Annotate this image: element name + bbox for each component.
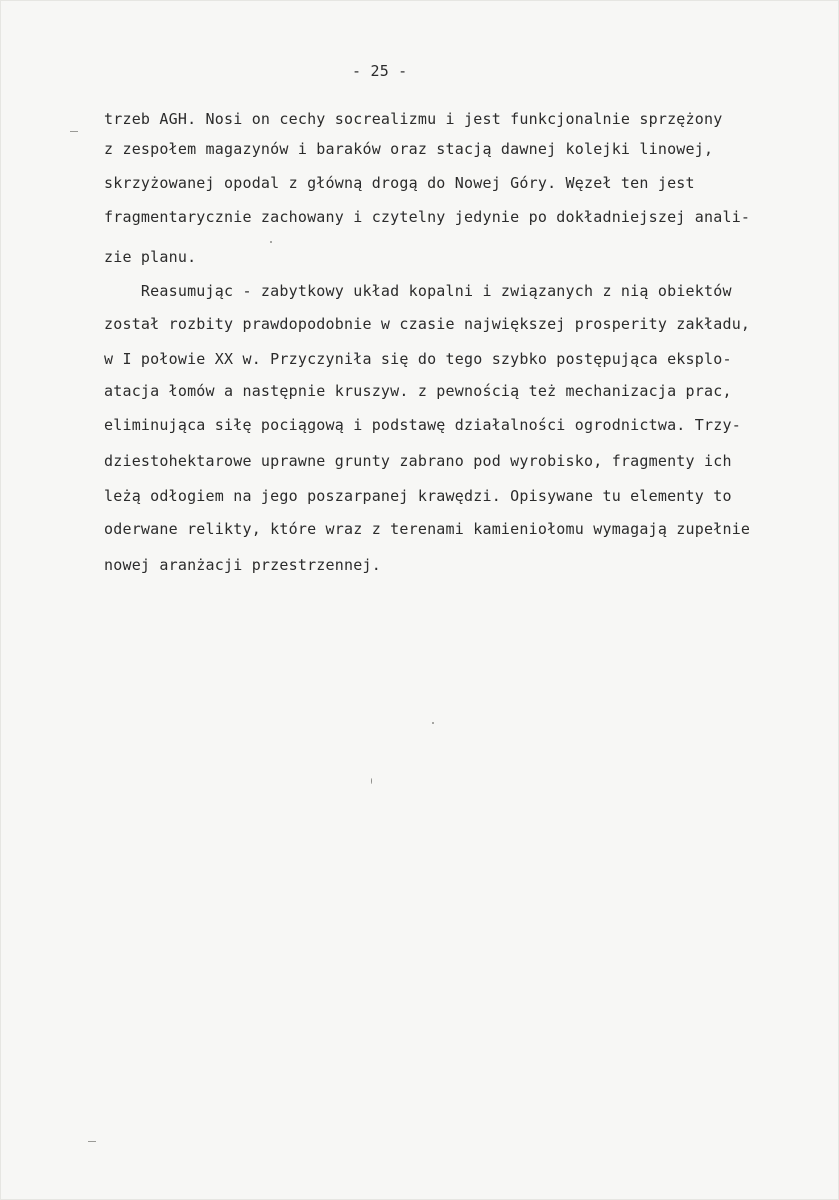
text-line: został rozbity prawdopodobnie w czasie największej prosperity zakładu, (104, 315, 751, 333)
paper-speck (432, 722, 434, 724)
text-line: dziestohektarowe uprawne grunty zabrano pod wyrobisko, fragmenty ich (104, 452, 732, 470)
text-line: fragmentarycznie zachowany i czytelny jedynie po dokładniejszej anali- (104, 208, 751, 226)
text-line: w I połowie XX w. Przyczyniła się do tego szybko postępująca eksplo- (104, 350, 732, 368)
text-line: eliminująca siłę pociągową i podstawę działalności ogrodnictwa. Trzy- (104, 416, 741, 434)
text-line: leżą odłogiem na jego poszarpanej krawędzi. Opisywane tu elementy to (104, 487, 732, 505)
text-line: atacja łomów a następnie kruszyw. z pewnością też mechanizacja prac, (104, 382, 732, 400)
page-number: - 25 - (352, 62, 408, 80)
margin-tick-mark (88, 1141, 96, 1142)
margin-tick-mark (70, 131, 78, 132)
paper-speck (371, 778, 372, 784)
text-line: oderwane relikty, które wraz z terenami kamieniołomu wymagają zupełnie (104, 520, 751, 538)
text-line: trzeb AGH. Nosi on cechy socrealizmu i jest funkcjonalnie sprzężony (104, 110, 723, 128)
text-line: skrzyżowanej opodal z główną drogą do Nowej Góry. Węzeł ten jest (104, 174, 695, 192)
paper-speck (270, 241, 272, 243)
text-line: z zespołem magazynów i baraków oraz stacją dawnej kolejki linowej, (104, 140, 714, 158)
text-line: nowej aranżacji przestrzennej. (104, 556, 381, 574)
text-line: zie planu. (104, 248, 197, 266)
text-line: Reasumując - zabytkowy układ kopalni i związanych z nią obiektów (104, 282, 732, 300)
